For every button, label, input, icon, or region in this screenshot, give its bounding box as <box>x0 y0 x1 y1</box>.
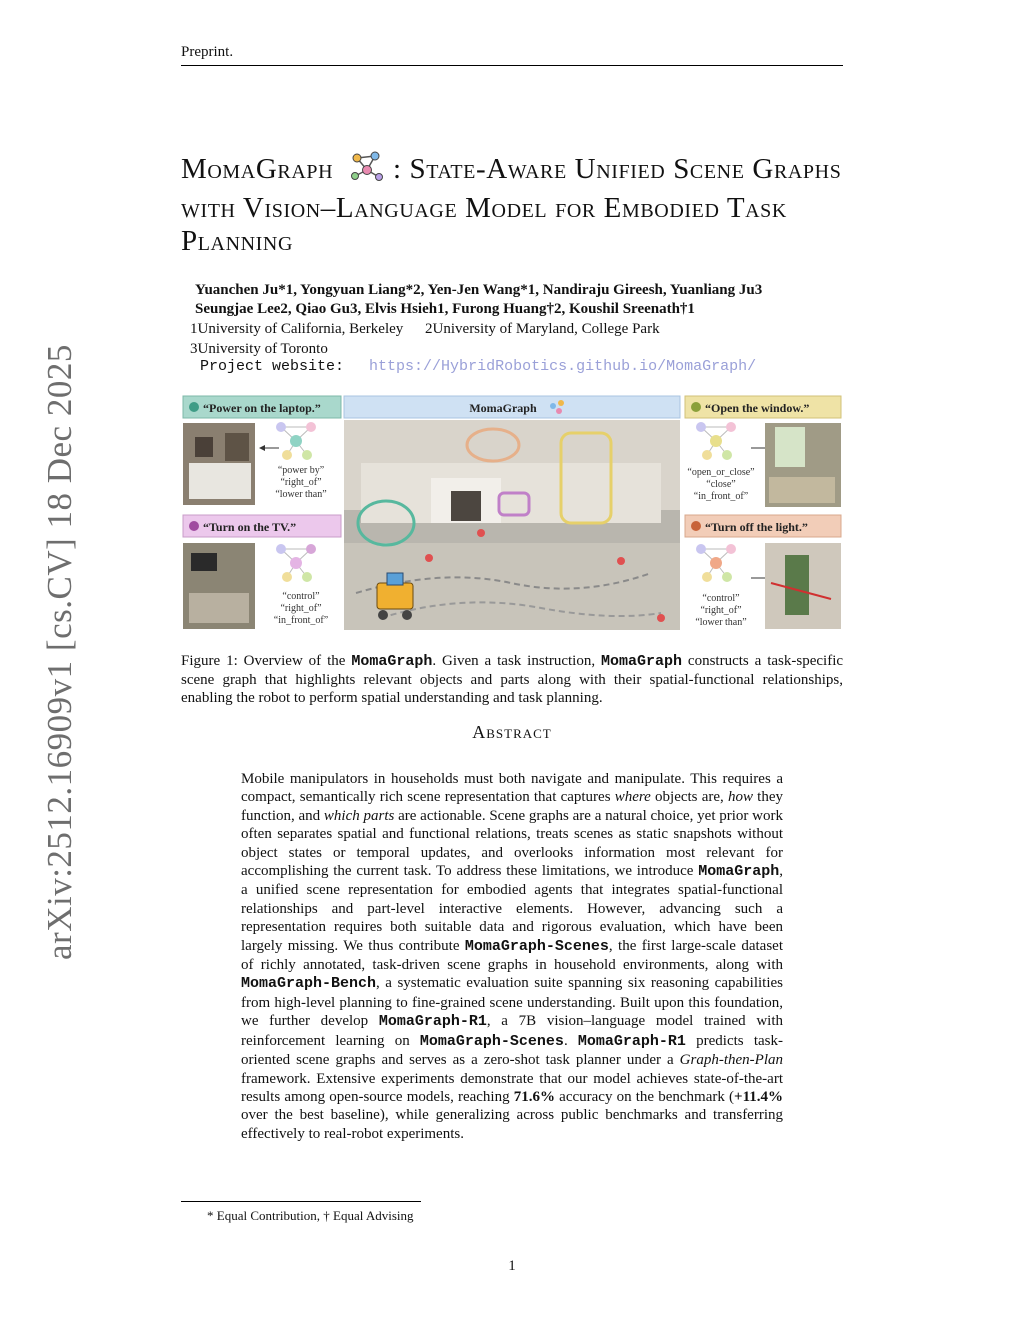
affiliation-3: 3University of Toronto <box>190 341 328 357</box>
svg-text:“right_of”: “right_of” <box>280 477 322 488</box>
figure-1-caption: Figure 1: Overview of the MomaGraph. Given a task instruction, MomaGraph constructs a task-specific scene graph that highlights relevant objects and parts along with their spatial-functional relationships, enabling the robot to perform spatial understanding and task planning. <box>181 653 844 706</box>
footnote: * Equal Contribution, † Equal Advising <box>207 1208 414 1223</box>
figure-1-illustration <box>181 393 843 633</box>
authors-line-1: Yuanchen Ju*1, Yongyuan Liang*2, Yen-Jen Wang*1, Nandiraju Gireesh, Yuanliang Ju3 <box>195 282 763 298</box>
svg-text:“in_front_of”: “in_front_of” <box>273 615 329 626</box>
preprint-header: Preprint. <box>181 44 234 60</box>
svg-text:“lower than”: “lower than” <box>275 489 327 500</box>
svg-text:“control”: “control” <box>282 591 320 602</box>
center-label: MomaGraph <box>469 401 537 415</box>
task-text-laptop: “Power on the laptop.” <box>203 401 321 415</box>
caption-momagraph-2: MomaGraph <box>601 653 683 670</box>
svg-text:“right_of”: “right_of” <box>700 605 742 616</box>
affiliation-1: 1University of California, Berkeley <box>190 321 404 337</box>
svg-text:“power by”: “power by” <box>277 465 325 476</box>
title-rest: State-Aware Unified Scene Graphs with Vision–Language Model for Embodied Task Planning <box>181 153 842 257</box>
figure-1 <box>181 393 843 633</box>
affiliations <box>190 319 660 359</box>
website-link[interactable]: https://HybridRobotics.github.io/MomaGraph/ <box>369 358 757 375</box>
author-list <box>195 281 835 319</box>
arxiv-sidebar-stamp: arXiv:2512.16909v1 [cs.CV] 18 Dec 2025 <box>40 344 79 960</box>
header-rule <box>181 65 843 66</box>
website-label: Project website: <box>200 358 345 375</box>
task-text-window: “Open the window.” <box>705 401 810 415</box>
svg-text:“control”: “control” <box>702 593 740 604</box>
svg-text:“lower than”: “lower than” <box>695 617 747 628</box>
svg-text:“in_front_of”: “in_front_of” <box>693 491 749 502</box>
authors-line-2: Seungjae Lee2, Qiao Gu3, Elvis Hsieh1, Furong Huang†2, Koushil Sreenath†1 <box>195 301 695 317</box>
momagraph-logo-icon <box>347 150 387 192</box>
title-colon: : <box>393 153 402 185</box>
abstract-heading: Abstract <box>472 722 552 742</box>
page-number: 1 <box>508 1258 516 1274</box>
footnote-rule <box>181 1201 421 1202</box>
caption-momagraph-1: MomaGraph <box>351 653 433 670</box>
task-text-tv: “Turn on the TV.” <box>203 520 297 534</box>
affiliation-2: 2University of Maryland, College Park <box>425 321 660 337</box>
project-website <box>200 358 756 375</box>
svg-text:“close”: “close” <box>706 479 736 490</box>
svg-text:“right_of”: “right_of” <box>280 603 322 614</box>
task-text-light: “Turn off the light.” <box>705 520 808 534</box>
svg-text:“open_or_close”: “open_or_close” <box>687 467 755 478</box>
title-name: MomaGraph <box>181 153 334 185</box>
abstract-body: Mobile manipulators in households must both navigate and manipulate. This requires a compact, semantically rich scene representation that captures where objects are, how they function, and which parts are actionable. Scene graphs are a natural choice, yet prior work often separates spatial and functional relations, treats scenes as static snapshots without object states or temporal updates, and overlooks information most relevant for accomplishing the current task. To address these limitations, we introduce MomaGraph, a unified scene representation for embodied agents that integrates spatial-functional relationships and part-level interactive elements. However, advancing such a representation requires both suitable data and rigorous evaluation, which have been largely missing. We thus contribute MomaGraph-Scenes, the first large-scale dataset of richly annotated, task-driven scene graphs in household environments, along with MomaGraph-Bench, a systematic evaluation suite spanning six reasoning capabilities from high-level planning to fine-grained scene understanding. Built upon this foundation, we further develop MomaGraph-R1, a 7B vision–language model trained with reinforcement learning on MomaGraph-Scenes. MomaGraph-R1 predicts task-oriented scene graphs and serves as a zero-shot task planner under a Graph-then-Plan framework. Extensive experiments demonstrate that our model achieves state-of-the-art results among open-source models, reaching 71.6% accuracy on the benchmark (+11.4% over the best baseline), while generalizing across public benchmarks and transferring effectively to real-robot experiments. <box>241 771 784 1142</box>
paper-title <box>181 150 851 258</box>
